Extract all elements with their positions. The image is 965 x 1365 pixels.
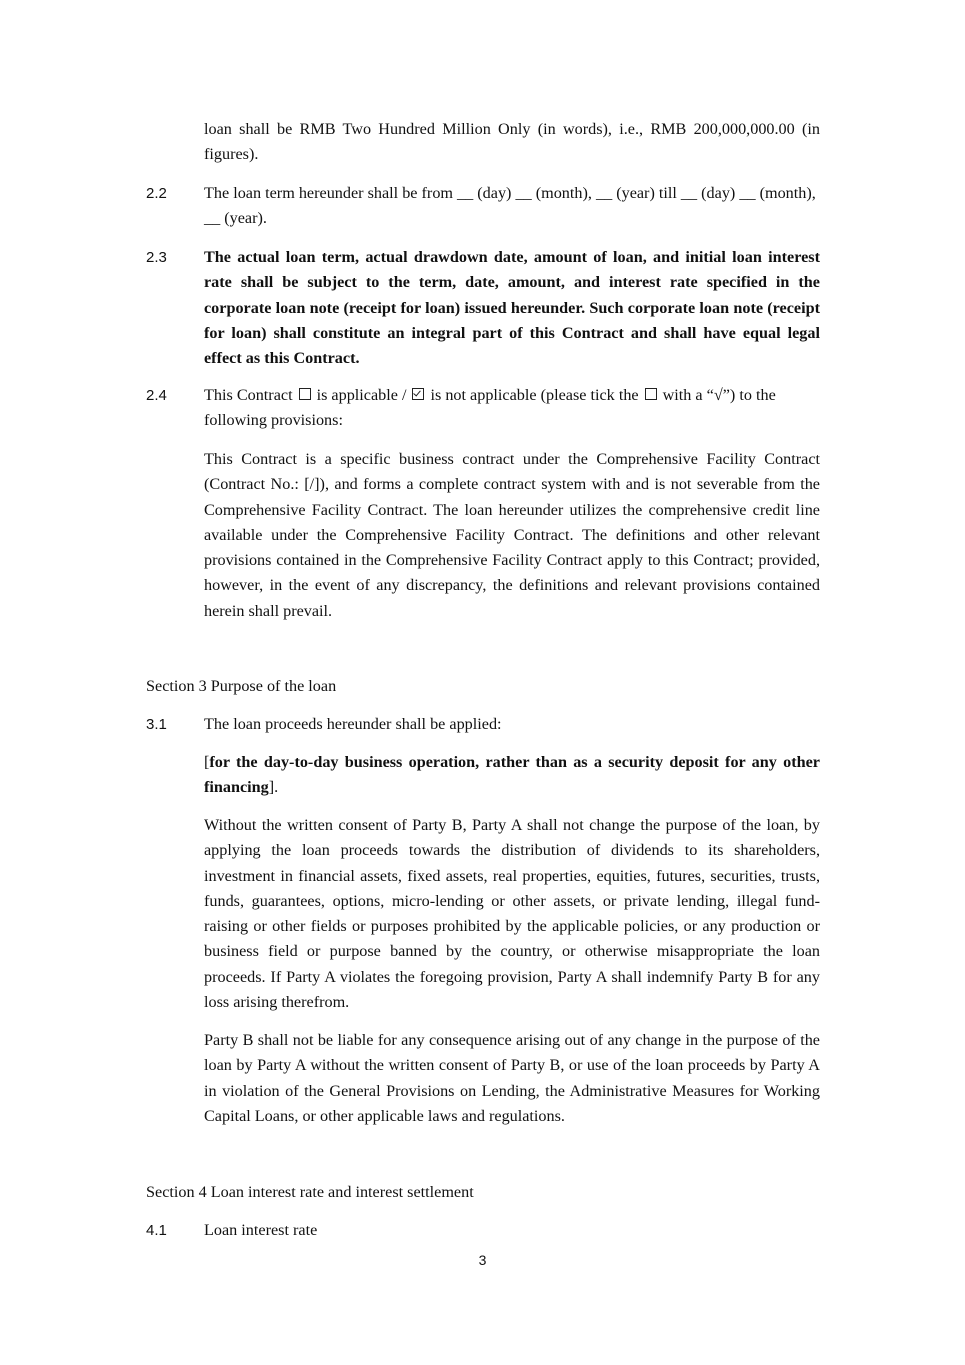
clause-2-4-paragraph: This Contract is a specific business contract under the Comprehensive Facility Contract (Contract No.: [/]), and forms a complete contract system with and is not severable from the Comprehensive Facility Contract. The loan hereunder utilizes the comprehensive credit line available under the Comprehensive Facility Contract. The definitions and other relevant provisions contained in the Comprehensive Facility Contract apply to this Contract; provided, however, in the event of any discrepancy, the definitions and relevant provisions contained herein shall prevail.: [204, 450, 820, 620]
clause-2-3-number: 2.3: [146, 249, 167, 266]
unchecked-box-icon: [645, 388, 657, 400]
page-number: 3: [478, 1252, 487, 1268]
clause-3-1-purpose: [204, 750, 820, 801]
clause-3-1-paragraph-2: Party B shall not be liable for any consequence arising out of any change in the purpose of the loan by Party A without the written consent of Party B, or use of the loan proceeds by Party A in violation of the General Provisions on Lending, the Administrative Measures for Working Capital Loans, or other applicable laws and regulations.: [204, 1031, 820, 1125]
purpose-bracket-open: [: [204, 753, 210, 771]
clause-2-4-part2: is applicable /: [316, 386, 407, 404]
clause-2-3-text: The actual loan term, actual drawdown date, amount of loan, and initial loan interest rate shall be subject to the term, date, amount, and interest rate specified in the corporate loan note (receipt for loan) issued hereunder. Such corporate loan note (receipt for loan) shall constitute an integral part of this Contract and shall have equal legal effect as this Contract.: [204, 248, 820, 368]
clause-2-4-number: 2.4: [146, 387, 167, 404]
clause-2-1-continuation: loan shall be RMB Two Hundred Million Only (in words), i.e., RMB 200,000,000.00 (in figures).: [204, 120, 820, 164]
clause-4-1-text: Loan interest rate: [204, 1221, 318, 1239]
clause-2-4-part4: with a “√”) to the following provisions:: [204, 386, 776, 430]
purpose-bold-text: for the day-to-day business operation, rather than as a security deposit for any other financing: [204, 753, 820, 797]
clause-2-4-part3: is not applicable (please tick the: [430, 386, 639, 404]
clause-4-1-number: 4.1: [146, 1222, 167, 1239]
clause-3-1-paragraph-1: Without the written consent of Party B, Party A shall not change the purpose of the loan, by applying the loan proceeds towards the distribution of dividends to its shareholders, investment in financial assets, fixed assets, real properties, equities, futures, securities, trusts, funds, guarantees, options, micro-lending or other assets, or private lending, illegal fund-raising or other fields or purposes prohibited by the applicable policies, or any production or business field or purpose banned by the country, or otherwise misappropriate the loan proceeds. If Party A violates the foregoing provision, Party A shall indemnify Party B for any loss arising therefrom.: [204, 816, 820, 1012]
checked-box-icon: [412, 388, 424, 400]
clause-2-4-text: [204, 383, 820, 434]
clause-2-2-text: The loan term hereunder shall be from __ (day) __ (month), __ (year) till __ (day) __ (month), __ (year).: [204, 184, 816, 228]
section-4-heading: Section 4 Loan interest rate and interest settlement: [146, 1183, 474, 1201]
clause-3-1-number: 3.1: [146, 716, 167, 733]
unchecked-box-icon: [299, 388, 311, 400]
section-3-heading: Section 3 Purpose of the loan: [146, 677, 337, 695]
clause-2-4-part1: This Contract: [204, 386, 293, 404]
clause-2-2-number: 2.2: [146, 185, 167, 202]
clause-3-1-text: The loan proceeds hereunder shall be applied:: [204, 715, 502, 733]
purpose-bracket-close: ].: [268, 778, 279, 797]
